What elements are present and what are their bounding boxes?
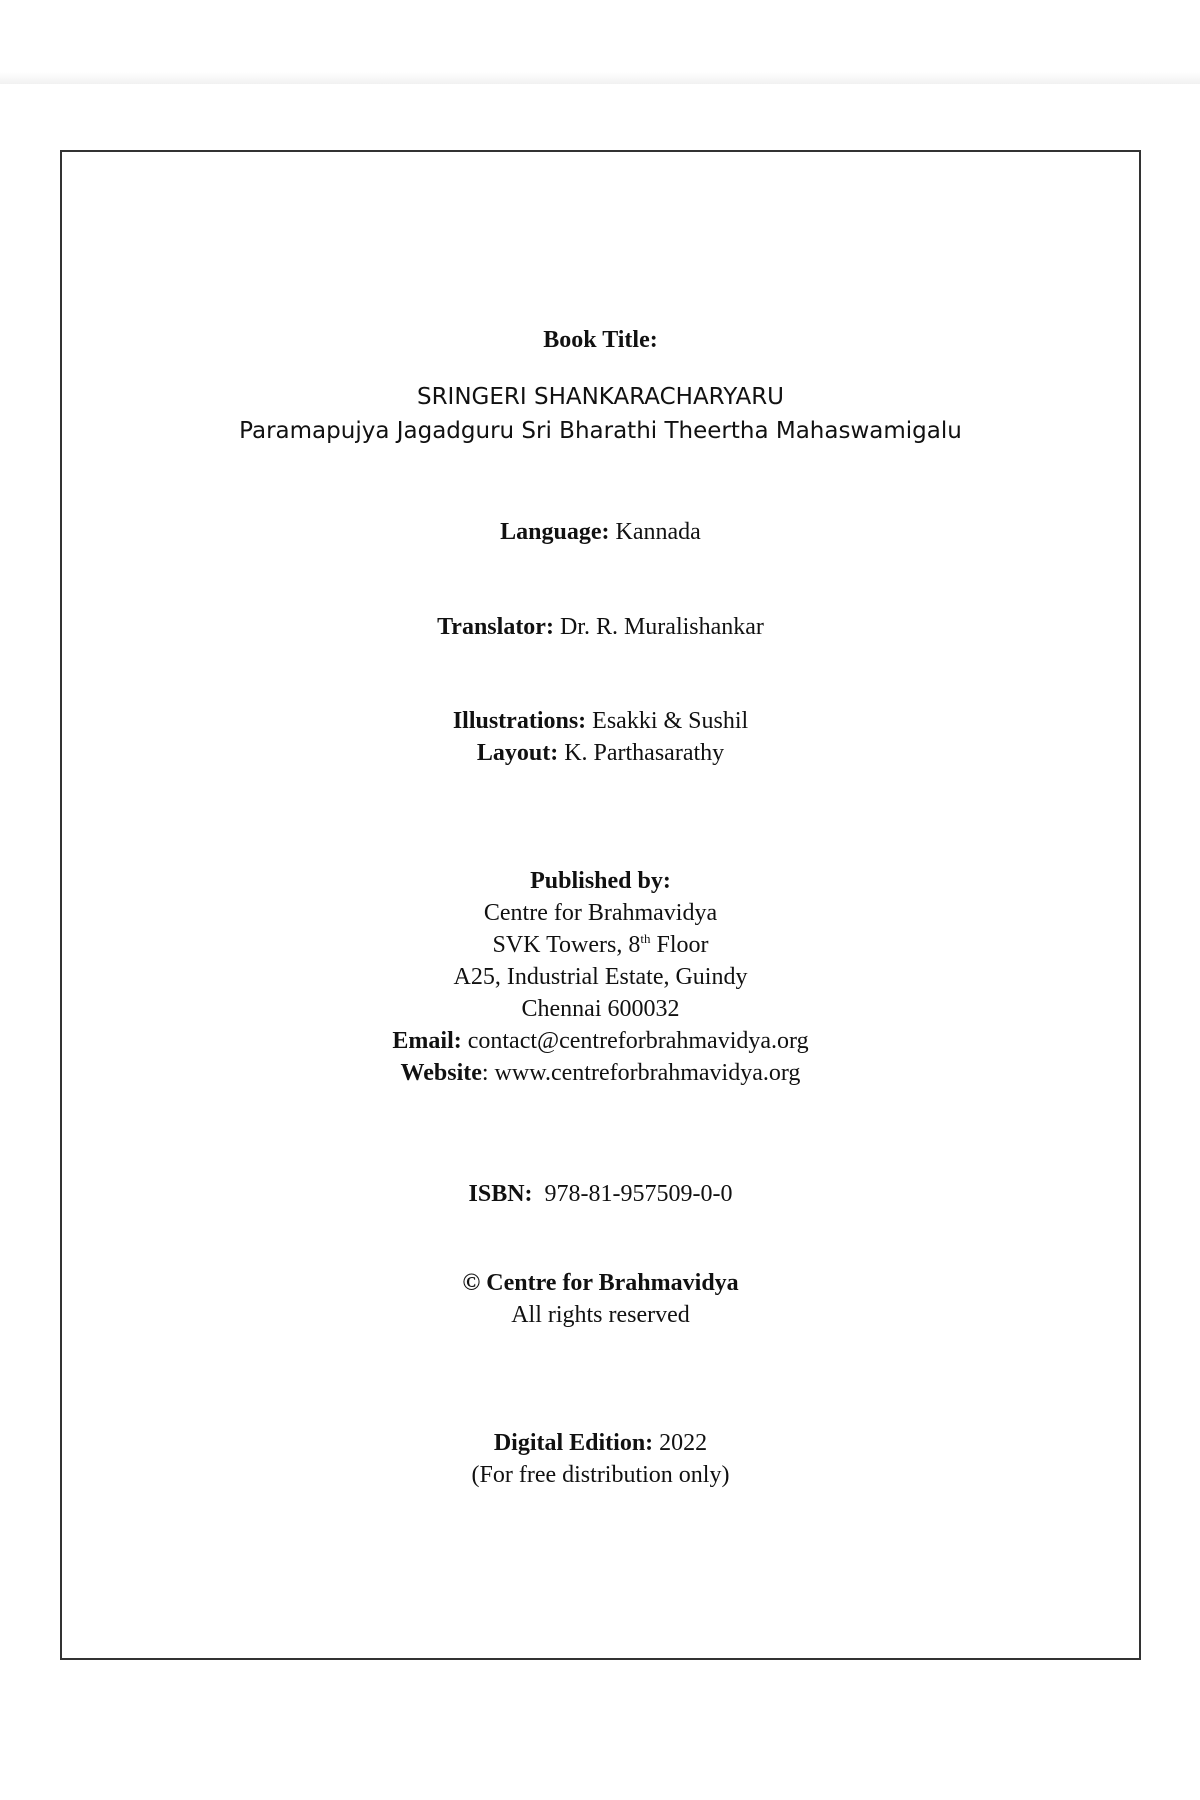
language-section [62, 516, 1139, 548]
language-value: Kannada [615, 519, 701, 545]
email-value: contact@centreforbrahmavidya.org [467, 1028, 809, 1054]
isbn-section [62, 1178, 1139, 1210]
book-title-main: SRINGERI SHANKARACHARYARU [416, 384, 785, 410]
publisher-name: Centre for Brahmavidya [483, 900, 718, 926]
book-title-subtitle: Paramapujya Jagadguru Sri Bharathi Theertha Mahaswamigalu [239, 418, 962, 444]
language-line [62, 516, 1139, 548]
copyright-holder: © Centre for Brahmavidya [462, 1270, 739, 1296]
isbn-value: 978-81-957509-0-0 [544, 1181, 733, 1207]
book-title-section [62, 324, 1139, 448]
translator-value: Dr. R. Muralishankar [559, 614, 764, 640]
published-by-label: Published by: [530, 868, 671, 894]
edition-note: (For free distribution only) [471, 1462, 730, 1488]
address-line1-superscript: th [640, 931, 651, 946]
viewer-top-bar [0, 0, 1200, 84]
email-line [62, 1025, 1139, 1057]
language-label: Language: [500, 519, 610, 545]
email-label: Email: [392, 1028, 462, 1054]
address-line1-floor: Floor [656, 932, 709, 958]
illustrations-value: Esakki & Sushil [592, 708, 749, 734]
publisher-section [62, 865, 1139, 1089]
illustrations-line [62, 705, 1139, 737]
publisher-address-line3: Chennai 600032 [521, 996, 680, 1022]
website-label: Website [400, 1060, 482, 1086]
publisher-address-line1 [62, 929, 1139, 961]
edition-line [62, 1427, 1139, 1459]
isbn-line [62, 1178, 1139, 1210]
translator-label: Translator: [437, 614, 554, 640]
copyright-rights: All rights reserved [511, 1302, 690, 1328]
edition-value: 2022 [659, 1430, 708, 1456]
publisher-address-line2: A25, Industrial Estate, Guindy [453, 964, 748, 990]
translator-line [62, 611, 1139, 643]
credits-section [62, 705, 1139, 769]
copyright-section [62, 1267, 1139, 1331]
layout-line [62, 737, 1139, 769]
layout-label: Layout: [476, 740, 559, 766]
translator-section [62, 611, 1139, 643]
isbn-label: ISBN: [468, 1181, 533, 1207]
address-line1-text: SVK Towers, 8 [492, 932, 641, 958]
layout-value: K. Parthasarathy [564, 740, 725, 766]
document-page [60, 150, 1141, 1660]
edition-label: Digital Edition: [493, 1430, 654, 1456]
illustrations-label: Illustrations: [452, 708, 587, 734]
book-title-label: Book Title: [543, 327, 658, 353]
website-line [62, 1057, 1139, 1089]
edition-section [62, 1427, 1139, 1491]
website-value: : www.centreforbrahmavidya.org [481, 1060, 801, 1086]
